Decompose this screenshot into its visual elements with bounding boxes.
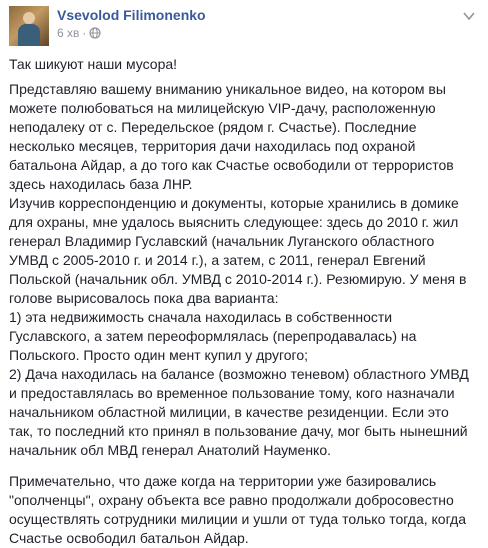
post-options-chevron-icon[interactable]	[461, 8, 477, 24]
meta-separator: ·	[82, 26, 87, 40]
post-paragraph	[9, 80, 479, 460]
post-text-line: Представляю вашему вниманию уникальное видео, на котором вы	[9, 81, 446, 97]
author-avatar[interactable]	[9, 6, 49, 46]
post-text-line: несколько месяцев, территория дачи находилась под охраной	[9, 138, 416, 154]
post-text-line: "ополченцы", охрану объекта все равно продолжали добросовестно	[9, 492, 454, 508]
post-text-line: Польской (начальник обл. УМВД с 2010-2014 г.). Резюмирую. У меня в	[9, 271, 467, 287]
post-text-line: здесь находилась база ЛНР.	[9, 176, 193, 192]
globe-icon[interactable]	[89, 27, 101, 39]
post-text-line: УМВД с 2005-2010 г. и 2014 г.), а затем, с 2011, генерал Евгений	[9, 252, 426, 268]
post-meta	[57, 26, 101, 40]
post-text-line: неподалеку от с. Передельское (рядом г. Счастье). Последние	[9, 119, 417, 135]
post-paragraph	[9, 55, 479, 74]
post-text-line: осуществлять сотрудники милиции и ушли от туда только тогда, когда	[9, 511, 467, 527]
post-timestamp[interactable]: 6 хв	[57, 26, 80, 40]
avatar-torso-shape	[18, 24, 40, 46]
post-text-line: 1) эта недвижимость сначала находилась в собственности	[9, 309, 393, 325]
post-text	[9, 55, 479, 548]
post-text-line: 2) Дача находилась на балансе (возможно теневом) областного УМВД	[9, 366, 469, 382]
post-text-line: так, то последний кто принял в пользование дачу, мог быть нынешний	[9, 423, 468, 439]
post-text-line: и предоставлялась во временное пользование тому, кого назначали	[9, 385, 455, 401]
post-text-line: генерал Владимир Гуславский (начальник Луганского областного	[9, 233, 435, 249]
post-text-line: Счастье освободил батальон Айдар.	[9, 530, 249, 546]
post-text-line: начальником областной милиции, в качестве резиденции. Если это	[9, 404, 449, 420]
post-text-line: Гуславского, а затем переоформлялась (перепродавалась) на	[9, 328, 417, 344]
avatar-head-shape	[23, 12, 35, 24]
author-name-link[interactable]: Vsevolod Filimonenko	[57, 7, 206, 23]
post-text-line: голове вырисовалось пока два варианта:	[9, 290, 279, 306]
post-header	[9, 6, 479, 46]
post-text-line: батальона Айдар, а до того как Счастье освободили от террористов	[9, 157, 454, 173]
post-paragraph	[9, 472, 479, 548]
post-text-line: Так шикуют наши мусора!	[9, 56, 178, 72]
post-text-line: Изучив корреспонденцию и документы, которые хранились в домике	[9, 195, 459, 211]
post-text-line: можете полюбоваться на милицейскую VIP-дачу, расположенную	[9, 100, 436, 116]
post-text-line: Польского. Просто один мент купил у другого;	[9, 347, 309, 363]
post-text-line: начальник обл МВД генерал Анатолий Науменко.	[9, 442, 332, 458]
post-text-line: Примечательно, что даже когда на территории уже базировались	[9, 473, 437, 489]
post-text-line: для охраны, мне удалось выяснить следующее: здесь до 2010 г. жил	[9, 214, 459, 230]
